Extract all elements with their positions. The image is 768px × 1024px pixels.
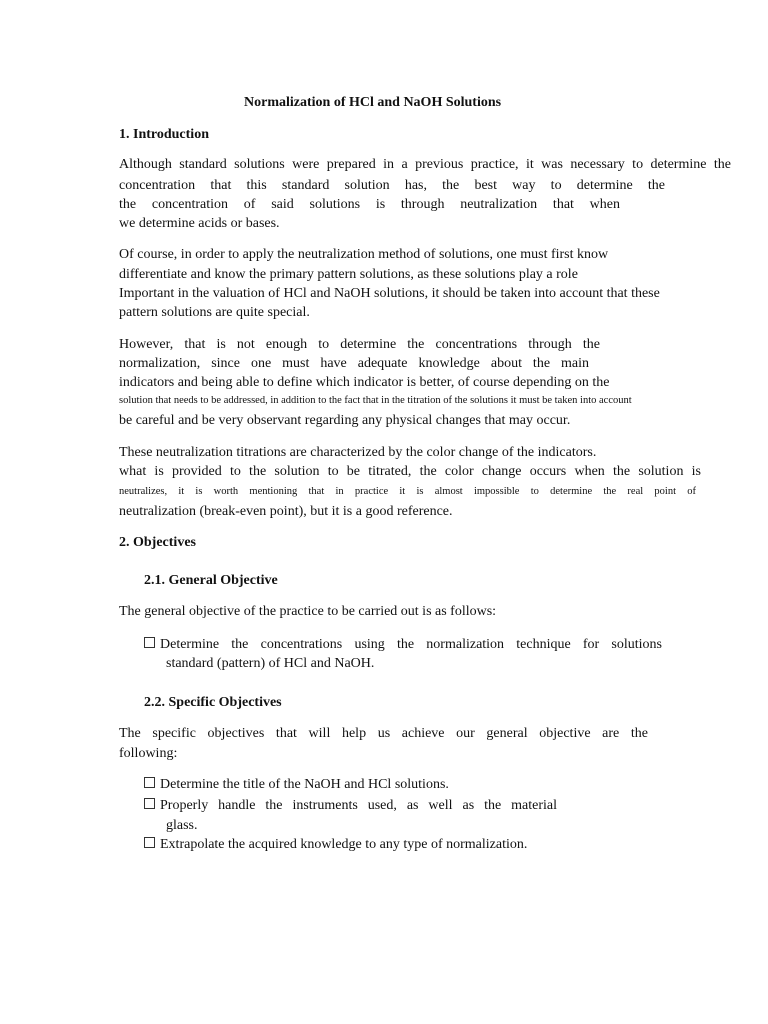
- intro-p1-line-1: Although standard solutions were prepared in a previous practice, it was necessary to determine the: [119, 157, 731, 172]
- specific-bullet-1-text: Determine the title of the NaOH and HCl solutions.: [160, 777, 449, 792]
- bullet-box-icon: [144, 837, 155, 848]
- intro-p1-line-4: we determine acids or bases.: [119, 216, 280, 231]
- bullet-box-icon: [144, 777, 155, 788]
- section-heading-introduction: 1. Introduction: [119, 127, 209, 142]
- specific-bullet-3-text: Extrapolate the acquired knowledge to any type of normalization.: [160, 837, 528, 852]
- specific-bullet-2: [144, 797, 557, 815]
- intro-p3-line-5: be careful and be very observant regarding any physical changes that may occur.: [119, 413, 571, 428]
- intro-p2-line-1: Of course, in order to apply the neutralization method of solutions, one must first know: [119, 247, 609, 262]
- bullet-box-icon: [144, 637, 155, 648]
- document-title: Normalization of HCl and NaOH Solutions: [244, 95, 502, 110]
- specific-bullet-1: [144, 776, 449, 794]
- subsection-heading-specific-objectives: 2.2. Specific Objectives: [144, 695, 282, 710]
- intro-p1-line-3: the concentration of said solutions is through neutralization that when: [119, 197, 620, 212]
- intro-p4-line-3: neutralizes, it is worth mentioning that in practice it is almost impossible to determine the real point of: [119, 486, 696, 497]
- intro-p4-line-4: neutralization (break-even point), but it is a good reference.: [119, 504, 453, 519]
- subsection-heading-general-objective: 2.1. General Objective: [144, 573, 278, 588]
- intro-p3-line-4: solution that needs to be addressed, in addition to the fact that in the titration of the solutions it must be taken into account: [119, 395, 632, 406]
- general-bullet-line-1: Determine the concentrations using the normalization technique for solutions: [160, 637, 662, 652]
- intro-p2-line-2: differentiate and know the primary pattern solutions, as these solutions play a role: [119, 267, 578, 282]
- specific-bullet-3: [144, 836, 527, 854]
- intro-p3-line-1: However, that is not enough to determine the concentrations through the: [119, 337, 600, 352]
- section-heading-objectives: 2. Objectives: [119, 535, 196, 550]
- specific-intro-line-1: The specific objectives that will help us achieve our general objective are the: [119, 726, 648, 741]
- intro-p2-line-4: pattern solutions are quite special.: [119, 305, 310, 320]
- general-objective-intro: The general objective of the practice to be carried out is as follows:: [119, 604, 497, 619]
- specific-intro-line-2: following:: [119, 746, 178, 761]
- general-bullet-line-2: standard (pattern) of HCl and NaOH.: [166, 656, 375, 671]
- intro-p3-line-3: indicators and being able to define which indicator is better, of course depending on the: [119, 375, 610, 390]
- intro-p4-line-1: These neutralization titrations are characterized by the color change of the indicators.: [119, 445, 597, 460]
- intro-p1-line-2: concentration that this standard solution has, the best way to determine the: [119, 178, 665, 193]
- bullet-box-icon: [144, 798, 155, 809]
- specific-bullet-2-text: Properly handle the instruments used, as well as the material: [160, 798, 557, 813]
- specific-bullet-2-continuation: glass.: [166, 818, 198, 833]
- intro-p4-line-2: what is provided to the solution to be titrated, the color change occurs when the solution is: [119, 464, 701, 479]
- general-objective-bullet: [144, 636, 662, 654]
- intro-p2-line-3: Important in the valuation of HCl and NaOH solutions, it should be taken into account that these: [119, 286, 660, 301]
- intro-p3-line-2: normalization, since one must have adequate knowledge about the main: [119, 356, 589, 371]
